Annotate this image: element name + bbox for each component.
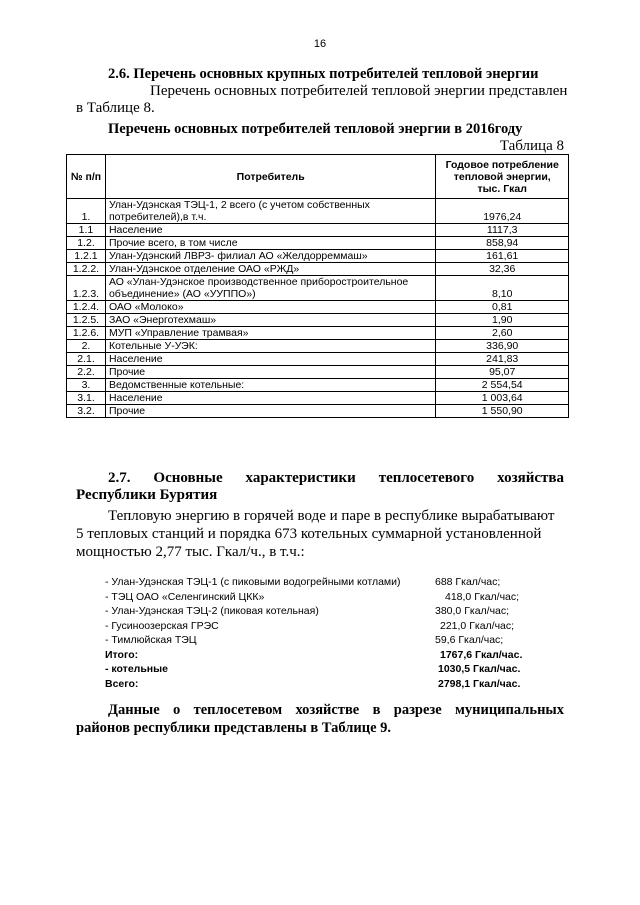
table-cell-num: 1.2. — [67, 237, 106, 250]
generation-item-value: 59,6 Гкал/час; — [435, 634, 504, 646]
generation-item-value: 1767,6 Гкал/час. — [440, 648, 523, 661]
table-cell-value: 241,83 — [436, 353, 569, 366]
table-cell-num: 1.2.4. — [67, 301, 106, 314]
table-cell-name: Улан-Удэнское отделение ОАО «РЖД» — [105, 263, 435, 276]
generation-item-label: Всего: — [105, 677, 139, 690]
table-row — [67, 250, 569, 263]
table-cell-value: 2,60 — [436, 327, 569, 340]
section-2-7-paragraph-line2: 5 тепловых станций и порядка 673 котельных суммарной установленной — [76, 526, 542, 542]
closing-word: о — [173, 702, 181, 718]
table-cell-num: 1.2.3. — [67, 276, 106, 301]
table-cell-name: Улан-Удэнская ТЭЦ-1, 2 всего (с учетом собственных потребителей),в т.ч. — [105, 199, 435, 224]
closing-word: хозяйстве — [295, 702, 360, 718]
closing-word: муниципальных — [454, 702, 564, 718]
table-row — [67, 314, 569, 327]
generation-item — [105, 677, 545, 692]
section-2-7-heading-word: теплосетевого — [378, 470, 475, 486]
table-cell-name: МУП «Управление трамвая» — [105, 327, 435, 340]
table-cell-num: 1.2.2. — [67, 263, 106, 276]
generation-item-value: 380,0 Гкал/час; — [435, 605, 510, 617]
section-2-7-heading — [76, 470, 564, 504]
section-2-7-heading-word: характеристики — [245, 470, 356, 486]
header-consumer: Потребитель — [105, 155, 435, 199]
table-row — [67, 353, 569, 366]
table-cell-num: 1. — [67, 199, 106, 224]
table-cell-value: 1 003,64 — [436, 392, 569, 405]
table-cell-num: 1.2.1 — [67, 250, 106, 263]
table-cell-name: Прочие — [105, 366, 435, 379]
table-row — [67, 340, 569, 353]
table-cell-num: 3.2. — [67, 405, 106, 418]
table-row — [67, 224, 569, 237]
table-cell-num: 1.2.6. — [67, 327, 106, 340]
table8-caption: Перечень основных потребителей тепловой энергии в 2016году — [108, 121, 523, 137]
section-2-7-paragraph — [76, 507, 564, 561]
generation-item — [105, 575, 545, 590]
table-cell-num: 3. — [67, 379, 106, 392]
table-cell-value: 8,10 — [436, 276, 569, 301]
generation-item — [105, 648, 545, 663]
table-cell-name: АО «Улан-Удэнское производственное приборостроительное объединение» (АО «УУППО») — [105, 276, 435, 301]
table8-body — [67, 199, 569, 418]
table-cell-name: Ведомственные котельные: — [105, 379, 435, 392]
header-consumption-line3: тыс. Гкал — [477, 182, 527, 195]
generation-item-label: - Гусиноозерская ГРЭС — [105, 619, 219, 632]
section-2-7-heading-word: Основные — [153, 470, 223, 486]
table-cell-num: 2.2. — [67, 366, 106, 379]
table-row — [67, 366, 569, 379]
generation-item-value: 1030,5 Гкал/час. — [438, 663, 521, 675]
table-cell-value: 0,81 — [436, 301, 569, 314]
generation-item — [105, 633, 545, 648]
generation-item — [105, 590, 545, 605]
closing-line2: районов республики представлены в Таблице 9. — [76, 720, 392, 736]
table-row — [67, 379, 569, 392]
table-row — [67, 301, 569, 314]
generation-item-label: - Улан-Удэнская ТЭЦ-2 (пиковая котельная) — [105, 605, 319, 617]
closing-word: разрезе — [393, 702, 442, 718]
table-row — [67, 405, 569, 418]
table-cell-value: 336,90 — [436, 340, 569, 353]
closing-word: теплосетевом — [193, 702, 283, 718]
generation-item-label: - Улан-Удэнская ТЭЦ-1 (с пиковыми водогрейными котлами) — [105, 576, 401, 588]
table-row — [67, 276, 569, 301]
header-consumption-line2: тепловой энергии, — [453, 170, 551, 183]
table-cell-name: Прочие — [105, 405, 435, 418]
closing-word: в — [372, 702, 381, 718]
section-2-7-heading-word: хозяйства — [497, 470, 564, 486]
section-2-6-heading: 2.6. Перечень основных крупных потребителей тепловой энергии — [108, 66, 539, 82]
table-cell-value: 1 550,90 — [436, 405, 569, 418]
table-cell-value: 858,94 — [436, 237, 569, 250]
generation-list — [105, 575, 545, 691]
generation-item-label: - Тимлюйская ТЭЦ — [105, 634, 197, 646]
table-row — [67, 392, 569, 405]
generation-item — [105, 604, 545, 619]
table-cell-name: Котельные У-УЭК: — [105, 340, 435, 353]
table-cell-name: Прочие всего, в том числе — [105, 237, 435, 250]
section-2-6-paragraph-line1: Перечень основных потребителей тепловой энергии представлен — [150, 83, 568, 99]
header-consumption-line1: Годовое потребление — [445, 158, 559, 171]
closing-word: Данные — [108, 702, 160, 718]
section-2-7-paragraph-line1: Тепловую энергию в горячей воде и паре в республике вырабатывают — [108, 508, 555, 524]
generation-item-label: Итого: — [105, 648, 139, 661]
table-cell-value: 161,61 — [436, 250, 569, 263]
section-2-7-heading-word: 2.7. — [108, 470, 131, 486]
table-cell-num: 1.1 — [67, 224, 106, 237]
generation-item-value: 2798,1 Гкал/час. — [438, 677, 521, 690]
table-cell-name: Население — [105, 392, 435, 405]
generation-item — [105, 619, 545, 634]
table-row — [67, 327, 569, 340]
table-cell-num: 2. — [67, 340, 106, 353]
table-cell-num: 2.1. — [67, 353, 106, 366]
table-cell-value: 95,07 — [436, 366, 569, 379]
generation-item-value: 418,0 Гкал/час; — [445, 590, 520, 603]
generation-item-label: - котельные — [105, 663, 168, 675]
page-number: 16 — [313, 38, 327, 50]
table-cell-name: ОАО «Молоко» — [105, 301, 435, 314]
table-cell-value: 32,36 — [436, 263, 569, 276]
section-2-7-heading-line2: Республики Бурятия — [76, 487, 218, 503]
closing-paragraph — [76, 701, 564, 737]
generation-item-label: - ТЭЦ ОАО «Селенгинский ЦКК» — [105, 590, 265, 603]
generation-item-value: 688 Гкал/час; — [435, 576, 501, 588]
table-cell-value: 2 554,54 — [436, 379, 569, 392]
section-2-6-paragraph-line2: в Таблице 8. — [76, 100, 155, 116]
table-cell-name: Население — [105, 353, 435, 366]
table-cell-value: 1,90 — [436, 314, 569, 327]
generation-item-value: 221,0 Гкал/час; — [440, 619, 515, 632]
table8 — [66, 154, 569, 418]
table-cell-name: ЗАО «Энерготехмаш» — [105, 314, 435, 327]
table-cell-num: 1.2.5. — [67, 314, 106, 327]
header-num: № п/п — [67, 155, 106, 199]
table-cell-name: Улан-Удэнский ЛВРЗ- филиал АО «Желдорреммаш» — [105, 250, 435, 263]
table-row — [67, 199, 569, 224]
table8-label: Таблица 8 — [499, 138, 564, 154]
table-cell-value: 1117,3 — [436, 224, 569, 237]
generation-item — [105, 662, 545, 677]
table-header-row — [67, 155, 569, 199]
section-2-7-paragraph-line3: мощностью 2,77 тыс. Гкал/ч., в т.ч.: — [76, 544, 305, 560]
table-cell-num: 3.1. — [67, 392, 106, 405]
table-row — [67, 237, 569, 250]
table-row — [67, 263, 569, 276]
table-cell-value: 1976,24 — [436, 199, 569, 224]
header-consumption — [436, 155, 569, 199]
table-cell-name: Население — [105, 224, 435, 237]
